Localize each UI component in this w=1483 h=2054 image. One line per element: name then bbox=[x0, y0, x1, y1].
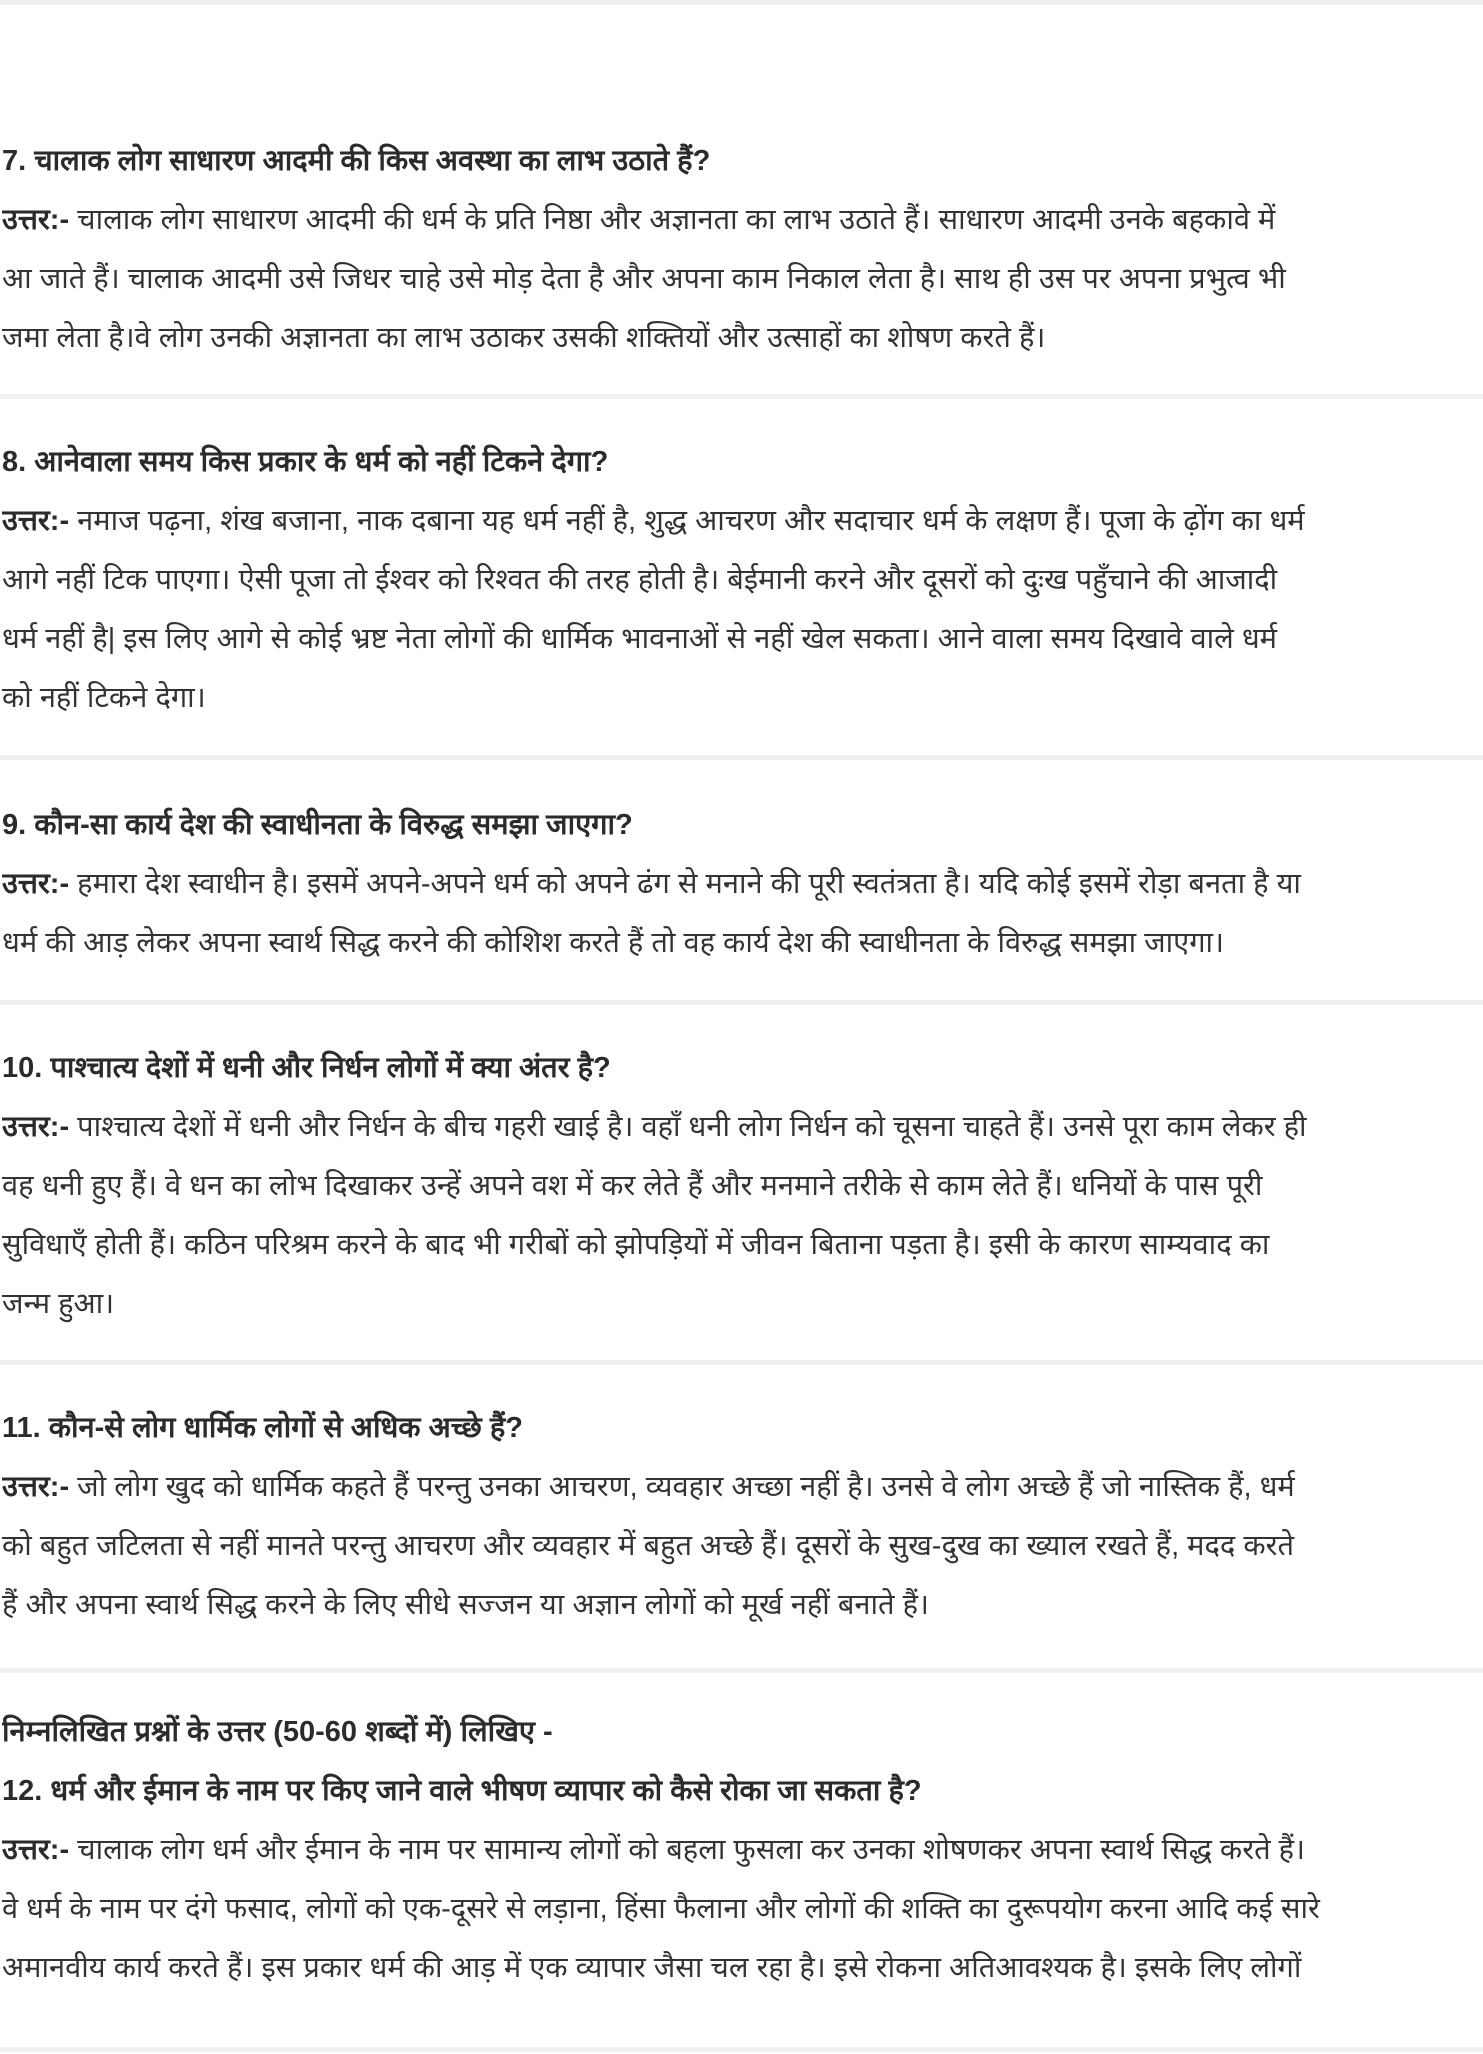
answer-label: उत्तर:- bbox=[2, 1834, 70, 1866]
answer-line: वे धर्म के नाम पर दंगे फसाद, लोगों को एक-दूसरे से लड़ाना, हिंसा फैलाना और लोगों की शक्ति का दुरूपयोग करना आदि कई सारे bbox=[2, 1893, 1320, 1925]
answer-line bbox=[2, 191, 1482, 250]
answer-line: जन्म हुआ। bbox=[2, 1288, 115, 1320]
answer-text: जो लोग खुद को धार्मिक कहते हैं परन्तु उनका आचरण, व्यवहार अच्छा नहीं है। उनसे वे लोग अच्छे हैं जो नास्तिक हैं, धर्म bbox=[69, 1471, 1295, 1503]
qa-section-12 bbox=[2, 1703, 1482, 1998]
answer-line: आ जाते हैं। चालाक आदमी उसे जिधर चाहे उसे मोड़ देता है और अपना काम निकाल लेता है। साथ ही उस पर अपना प्रभुत्व भी bbox=[2, 263, 1286, 295]
question: 10. पाश्चात्य देशों में धनी और निर्धन लोगों में क्या अंतर है? bbox=[2, 1052, 611, 1084]
question: 9. कौन-सा कार्य देश की स्वाधीनता के विरुद्ध समझा जाएगा? bbox=[2, 809, 633, 841]
qa-section-9 bbox=[2, 796, 1482, 973]
answer-line: धर्म की आड़ लेकर अपना स्वार्थ सिद्ध करने की कोशिश करते हैं तो वह कार्य देश की स्वाधीनता के विरुद्ध समझा जाएगा। bbox=[2, 927, 1225, 959]
question: 12. धर्म और ईमान के नाम पर किए जाने वाले भीषण व्यापार को कैसे रोका जा सकता है? bbox=[2, 1775, 922, 1807]
separator bbox=[0, 394, 1483, 399]
qa-section-8 bbox=[2, 433, 1482, 728]
separator bbox=[0, 1360, 1483, 1365]
separator bbox=[0, 2047, 1483, 2052]
answer-line: सुविधाएँ होती हैं। कठिन परिश्रम करने के बाद भी गरीबों को झोपड़ियों में जीवन बिताना पड़ता है। इसी के कारण साम्यवाद का bbox=[2, 1229, 1270, 1261]
answer-text: पाश्चात्य देशों में धनी और निर्धन के बीच गहरी खाई है। वहाँ धनी लोग निर्धन को चूसना चाहते हैं। उनसे पूरा काम लेकर ही bbox=[69, 1111, 1307, 1143]
answer-label: उत्तर:- bbox=[2, 1471, 70, 1503]
answer-line: जमा लेता है।वे लोग उनकी अज्ञानता का लाभ उठाकर उसकी शक्तियों और उत्साहों का शोषण करते हैं। bbox=[2, 322, 1046, 354]
answer-label: उत्तर:- bbox=[2, 204, 70, 236]
answer-text: नमाज पढ़ना, शंख बजाना, नाक दबाना यह धर्म नहीं है, शुद्ध आचरण और सदाचार धर्म के लक्षण हैं। पूजा के ढ़ोंग का धर्म bbox=[69, 505, 1305, 537]
answer-line: आगे नहीं टिक पाएगा। ऐसी पूजा तो ईश्वर को रिश्वत की तरह होती है। बेईमानी करने और दूसरों को दुःख पहुँचाने की आजादी bbox=[2, 564, 1278, 596]
answer-line: वह धनी हुए हैं। वे धन का लोभ दिखाकर उन्हें अपने वश में कर लेते हैं और मनमाने तरीके से काम लेते हैं। धनियों के पास पूरी bbox=[2, 1170, 1263, 1202]
separator bbox=[0, 1000, 1483, 1005]
qa-section-11 bbox=[2, 1399, 1482, 1635]
answer-label: उत्तर:- bbox=[2, 868, 70, 900]
answer-text: हमारा देश स्वाधीन है। इसमें अपने-अपने धर्म को अपने ढंग से मनाने की पूरी स्वतंत्रता है। यदि कोई इसमें रोड़ा बनता है या bbox=[69, 868, 1301, 900]
question: 7. चालाक लोग साधारण आदमी की किस अवस्था का लाभ उठाते हैं? bbox=[2, 145, 711, 177]
answer-text: चालाक लोग साधारण आदमी की धर्म के प्रति निष्ठा और अज्ञानता का लाभ उठाते हैं। साधारण आदमी उनके बहकावे में bbox=[69, 204, 1276, 236]
answer-line bbox=[2, 1098, 1482, 1157]
answer-line bbox=[2, 1821, 1482, 1880]
answer-label: उत्तर:- bbox=[2, 505, 70, 537]
answer-text: चालाक लोग धर्म और ईमान के नाम पर सामान्य लोगों को बहला फुसला कर उनका शोषणकर अपना स्वार्थ सिद्ध करते हैं। bbox=[69, 1834, 1306, 1866]
answer-line: धर्म नहीं है| इस लिए आगे से कोई भ्रष्ट नेता लोगों की धार्मिक भावनाओं से नहीं खेल सकता। आने वाला समय दिखावे वाले धर्म bbox=[2, 623, 1278, 655]
qa-section-10 bbox=[2, 1039, 1482, 1334]
section-instruction: निम्नलिखित प्रश्नों के उत्तर (50-60 शब्दों में) लिखिए - bbox=[2, 1716, 553, 1748]
separator bbox=[0, 1668, 1483, 1673]
separator bbox=[0, 0, 1483, 5]
answer-label: उत्तर:- bbox=[2, 1111, 70, 1143]
answer-line: हैं और अपना स्वार्थ सिद्ध करने के लिए सीधे सज्जन या अज्ञान लोगों को मूर्ख नहीं बनाते हैं। bbox=[2, 1589, 929, 1621]
answer-line: को नहीं टिकने देगा। bbox=[2, 682, 206, 714]
qa-section-7 bbox=[2, 132, 1482, 368]
question: 8. आनेवाला समय किस प्रकार के धर्म को नहीं टिकने देगा? bbox=[2, 446, 609, 478]
answer-line: को बहुत जटिलता से नहीं मानते परन्तु आचरण और व्यवहार में बहुत अच्छे हैं। दूसरों के सुख-दुख का ख्याल रखते हैं, मदद करते bbox=[2, 1530, 1295, 1562]
answer-line: अमानवीय कार्य करते हैं। इस प्रकार धर्म की आड़ में एक व्यापार जैसा चल रहा है। इसे रोकना अतिआवश्यक है। इसके लिए लोगों bbox=[2, 1952, 1302, 1984]
answer-line bbox=[2, 1458, 1482, 1517]
separator bbox=[0, 755, 1483, 760]
question: 11. कौन-से लोग धार्मिक लोगों से अधिक अच्छे हैं? bbox=[2, 1412, 523, 1444]
answer-line bbox=[2, 855, 1482, 914]
answer-line bbox=[2, 492, 1482, 551]
